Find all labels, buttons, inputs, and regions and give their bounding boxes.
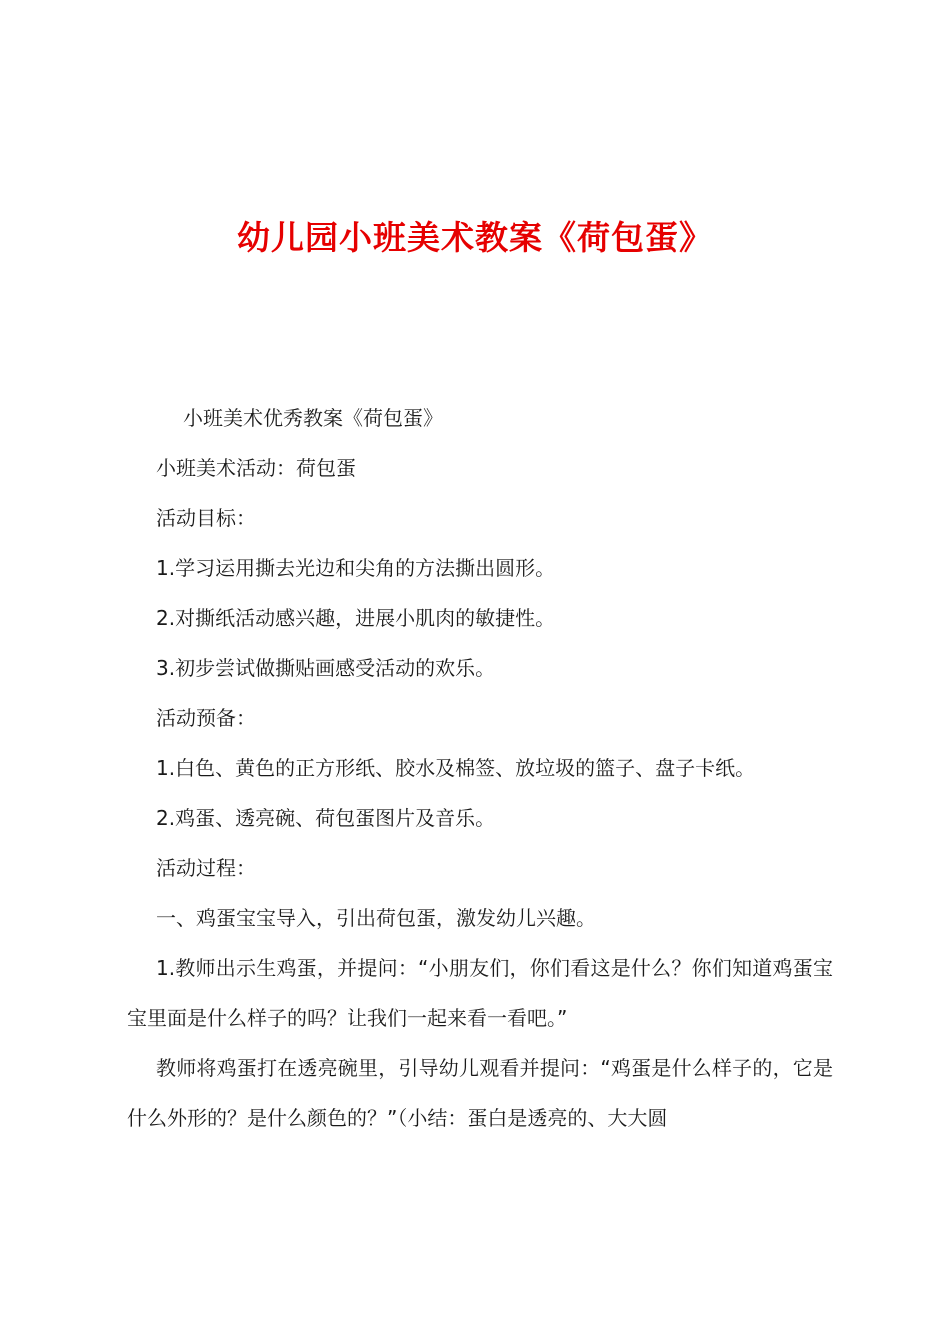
paragraph-step-1-continued: 教师将鸡蛋打在透亮碗里，引导幼儿观看并提问：“鸡蛋是什么样子的，它是什么外形的？是什么颜色的？”（小结：蛋白是透亮的、大大圆 bbox=[127, 1056, 833, 1130]
paragraph-prep-2: 2.鸡蛋、透亮碗、荷包蛋图片及音乐。 bbox=[156, 806, 496, 830]
paragraph-prep-heading: 活动预备： bbox=[156, 706, 256, 730]
paragraph-activity-name: 小班美术活动：荷包蛋 bbox=[156, 456, 356, 480]
paragraph-goal-3: 3.初步尝试做撕贴画感受活动的欢乐。 bbox=[156, 656, 496, 680]
document-body bbox=[127, 393, 833, 1143]
paragraph-subtitle: 小班美术优秀教案《荷包蛋》 bbox=[183, 406, 443, 430]
paragraph-goal-2: 2.对撕纸活动感兴趣，进展小肌肉的敏捷性。 bbox=[156, 606, 556, 630]
paragraph-prep-1: 1.白色、黄色的正方形纸、胶水及棉签、放垃圾的篮子、盘子卡纸。 bbox=[156, 756, 756, 780]
paragraph-step-1: 1.教师出示生鸡蛋，并提问：“小朋友们，你们看这是什么？你们知道鸡蛋宝宝里面是什么样子的吗？让我们一起来看一看吧。” bbox=[127, 956, 833, 1030]
document-title: 幼儿园小班美术教案《荷包蛋》 bbox=[237, 218, 713, 257]
paragraph-step-intro: 一、鸡蛋宝宝导入，引出荷包蛋，激发幼儿兴趣。 bbox=[156, 906, 596, 930]
paragraph-process-heading: 活动过程： bbox=[156, 856, 256, 880]
paragraph-goals-heading: 活动目标： bbox=[156, 506, 256, 530]
paragraph-goal-1: 1.学习运用撕去光边和尖角的方法撕出圆形。 bbox=[156, 556, 556, 580]
